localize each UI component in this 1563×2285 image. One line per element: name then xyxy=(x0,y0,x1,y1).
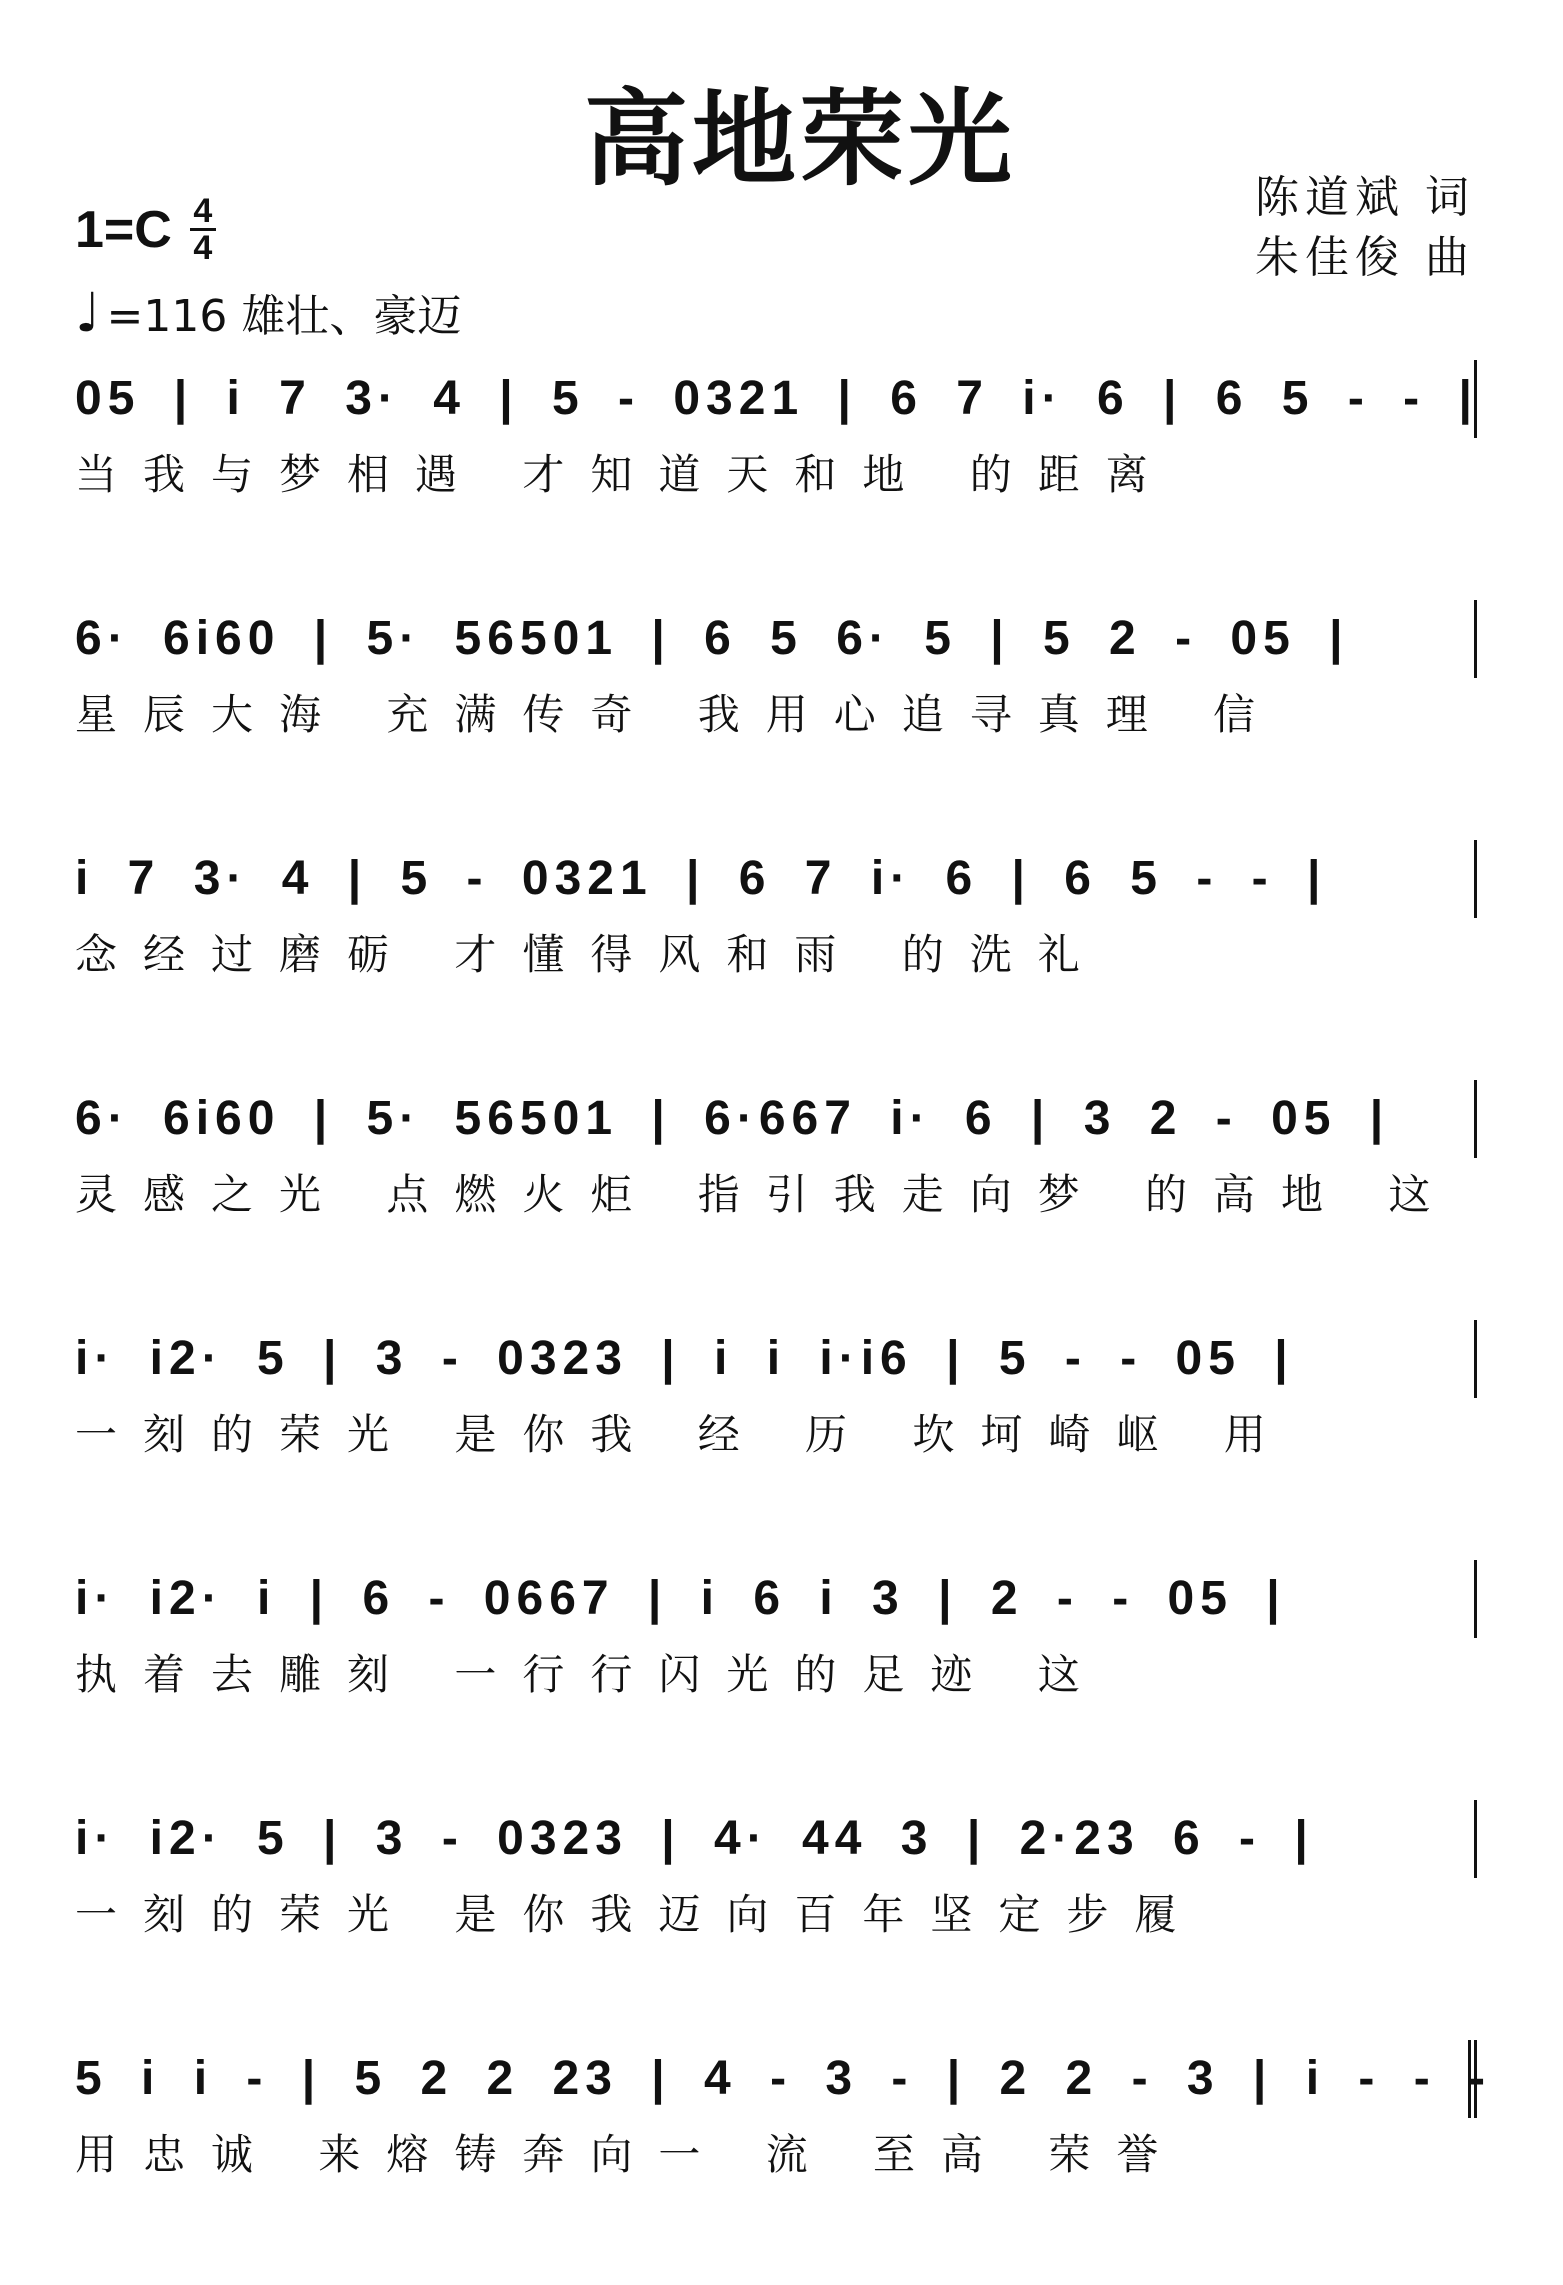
lyrics-line: 一刻的荣光 是你我 经 历 坎坷崎岖 用 xyxy=(75,1410,1292,1459)
time-signature-bottom: 4 xyxy=(193,229,213,267)
lyrics-line: 当我与梦相遇 才知道天和地 的距离 xyxy=(75,450,1174,499)
lyrics-line: 执着去雕刻 一行行闪光的足迹 这 xyxy=(75,1650,1106,1699)
lyrics-line: 用忠诚 来熔铸奔向一 流 至高 荣誉 xyxy=(75,2130,1185,2179)
quarter-note-icon: ♩ xyxy=(75,280,101,344)
notation-line: 6· 6i60 | 5· 56501 | 6 5 6· 5 | 5 2 - 05 | xyxy=(75,600,1477,678)
lyrics-line: 星辰大海 充满传奇 我用心追寻真理 信 xyxy=(75,690,1282,739)
score-system xyxy=(75,2040,1491,2182)
key-label: 1=C xyxy=(75,200,172,259)
lyrics-line: 念经过磨砺 才懂得风和雨 的洗礼 xyxy=(75,930,1106,979)
lyricist-credit: 陈道斌 词 xyxy=(1255,172,1475,223)
notation-line: i· i2· 5 | 3 - 0323 | 4· 44 3 | 2·23 6 - | xyxy=(75,1800,1477,1878)
lyrics-line: 一刻的荣光 是你我迈向百年坚定步履 xyxy=(75,1890,1203,1939)
score-system xyxy=(75,360,1477,502)
song-title: 高地荣光 xyxy=(583,77,1016,200)
song-meta xyxy=(75,192,462,344)
notation-line-final: 5 i i - | 5 2 2 23 | 4 - 3 - | 2 2 - 3 | i - - - xyxy=(75,2040,1477,2118)
notation-line: i· i2· 5 | 3 - 0323 | i i i·i6 | 5 - - 05 | xyxy=(75,1320,1477,1398)
notation-line: i 7 3· 4 | 5 - 0321 | 6 7 i· 6 | 6 5 - - | xyxy=(75,840,1477,918)
score-system xyxy=(75,1320,1477,1462)
score-system xyxy=(75,840,1477,982)
lyrics-line: 灵感之光 点燃火炬 指引我走向梦 的高地 这 xyxy=(75,1170,1457,1219)
key-signature xyxy=(75,192,461,267)
notation-line: i· i2· i | 6 - 0667 | i 6 i 3 | 2 - - 05 | xyxy=(75,1560,1477,1638)
time-signature xyxy=(190,192,216,267)
score-system xyxy=(75,1560,1477,1702)
score-system xyxy=(75,1800,1477,1942)
notation-line: 05 | i 7 3· 4 | 5 - 0321 | 6 7 i· 6 | 6 5 - - | xyxy=(75,360,1477,438)
composer-credit: 朱佳俊 曲 xyxy=(1255,232,1475,283)
tempo-marking xyxy=(75,280,461,344)
tempo-text: =116 雄壮、豪迈 xyxy=(106,291,462,342)
time-signature-top: 4 xyxy=(193,192,213,230)
notation-line: 6· 6i60 | 5· 56501 | 6·667 i· 6 | 3 2 - 05 | xyxy=(75,1080,1477,1158)
score-system xyxy=(75,600,1477,742)
score-system xyxy=(75,1080,1477,1222)
credits xyxy=(1255,168,1475,288)
